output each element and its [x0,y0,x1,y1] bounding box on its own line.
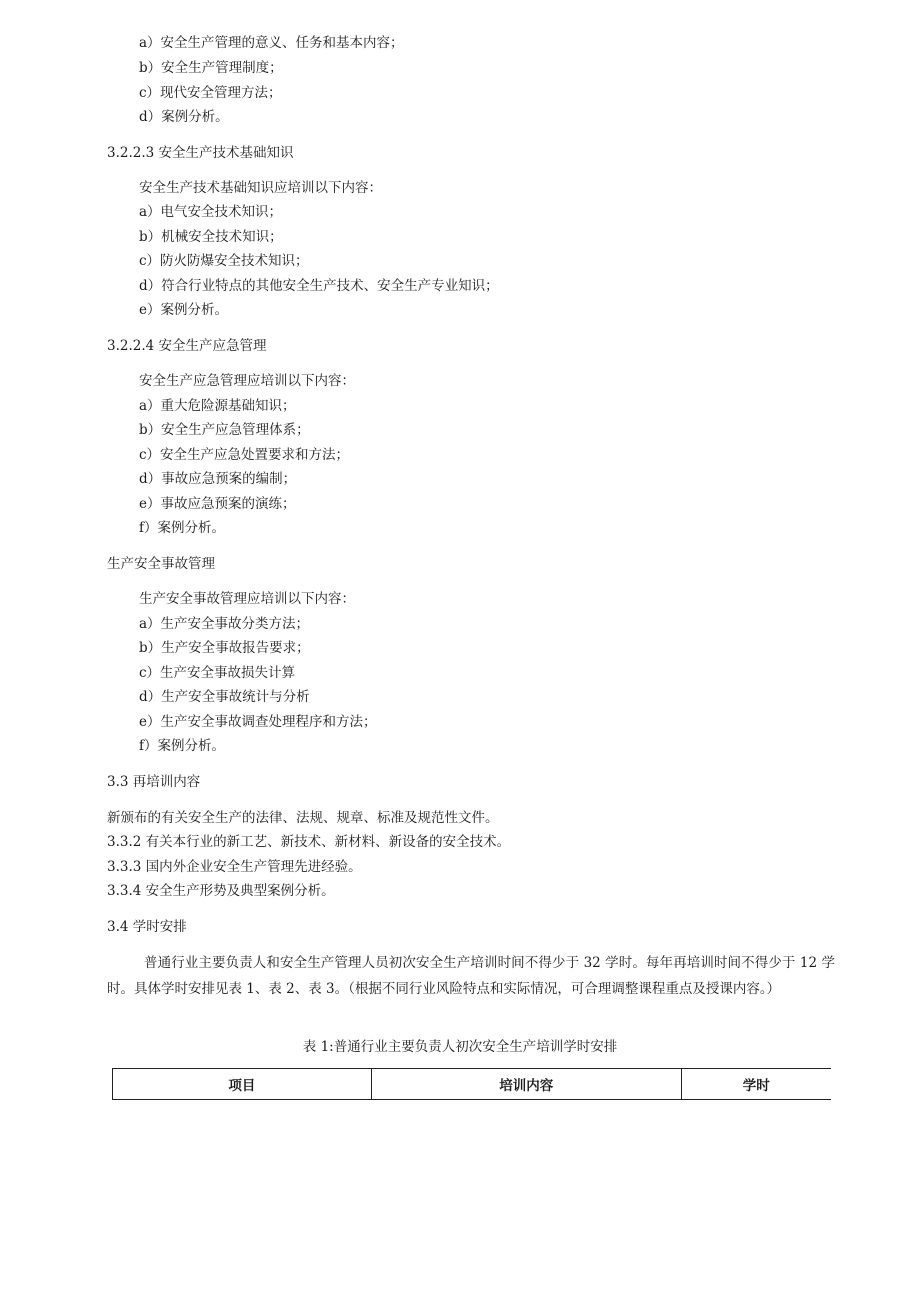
list-item: f）案例分析。 [139,738,225,754]
section-heading: 3.2.2.3 安全生产技术基础知识 [107,145,294,161]
list-item: e）案例分析。 [139,302,228,318]
list-item: c）防火防爆安全技术知识； [139,253,309,269]
section-heading: 生产安全事故管理 [107,556,215,572]
body-line: 新颁布的有关安全生产的法律、法规、规章、标准及规范性文件。 [107,810,499,826]
header-cell-content: 培训内容 [371,1069,681,1100]
header-cell-project: 项目 [113,1069,372,1100]
body-paragraph: 普通行业主要负责人和安全生产管理人员初次安全生产培训时间不得少于 32 学时。每年再培训时间不得少于 12 学时。具体学时安排见表 1、表 2、表 3。（根据不同行业风险特点和实际情况，可合理调整课程重点及授课内容。） [107,955,835,997]
list-item: b）机械安全技术知识； [139,229,283,245]
table-header-row [113,1069,832,1100]
list-item: d）生产安全事故统计与分析 [139,689,310,705]
list-item: a）电气安全技术知识； [139,204,283,220]
intro-line: 生产安全事故管理应培训以下内容： [139,591,355,607]
list-item: b）安全生产应急管理体系； [139,422,310,438]
list-item: f）案例分析。 [139,520,225,536]
list-item: a）生产安全事故分类方法； [139,616,310,632]
body-line: 3.3.3 国内外企业安全生产管理先进经验。 [107,859,362,875]
section-heading: 3.3 再培训内容 [107,774,201,790]
list-item: c）安全生产应急处置要求和方法； [139,447,350,463]
section-heading: 3.4 学时安排 [107,919,187,935]
header-cell-hours: 学时 [681,1069,831,1100]
list-item: d）符合行业特点的其他安全生产技术、安全生产专业知识； [139,278,499,294]
list-item: e）事故应急预案的演练； [139,496,296,512]
list-item: a）重大危险源基础知识； [139,398,296,414]
list-item: d）案例分析。 [139,109,229,125]
body-line: 3.3.2 有关本行业的新工艺、新技术、新材料、新设备的安全技术。 [107,834,511,850]
intro-line: 安全生产应急管理应培训以下内容： [139,373,355,389]
list-item: d）事故应急预案的编制； [139,471,297,487]
list-item: b）生产安全事故报告要求； [139,640,310,656]
section-heading: 3.2.2.4 安全生产应急管理 [107,338,267,354]
list-item: b）安全生产管理制度； [139,60,283,76]
list-item: c）生产安全事故损失计算 [139,665,296,681]
body-line: 3.3.4 安全生产形势及典型案例分析。 [107,883,335,899]
table-caption: 表 1:普通行业主要负责人初次安全生产培训学时安排 [302,1039,618,1055]
list-item: a）安全生产管理的意义、任务和基本内容； [139,35,404,51]
schedule-table [112,1068,831,1100]
list-item: e）生产安全事故调查处理程序和方法； [139,714,377,730]
list-item: c）现代安全管理方法； [139,85,282,101]
intro-line: 安全生产技术基础知识应培训以下内容： [139,180,382,196]
